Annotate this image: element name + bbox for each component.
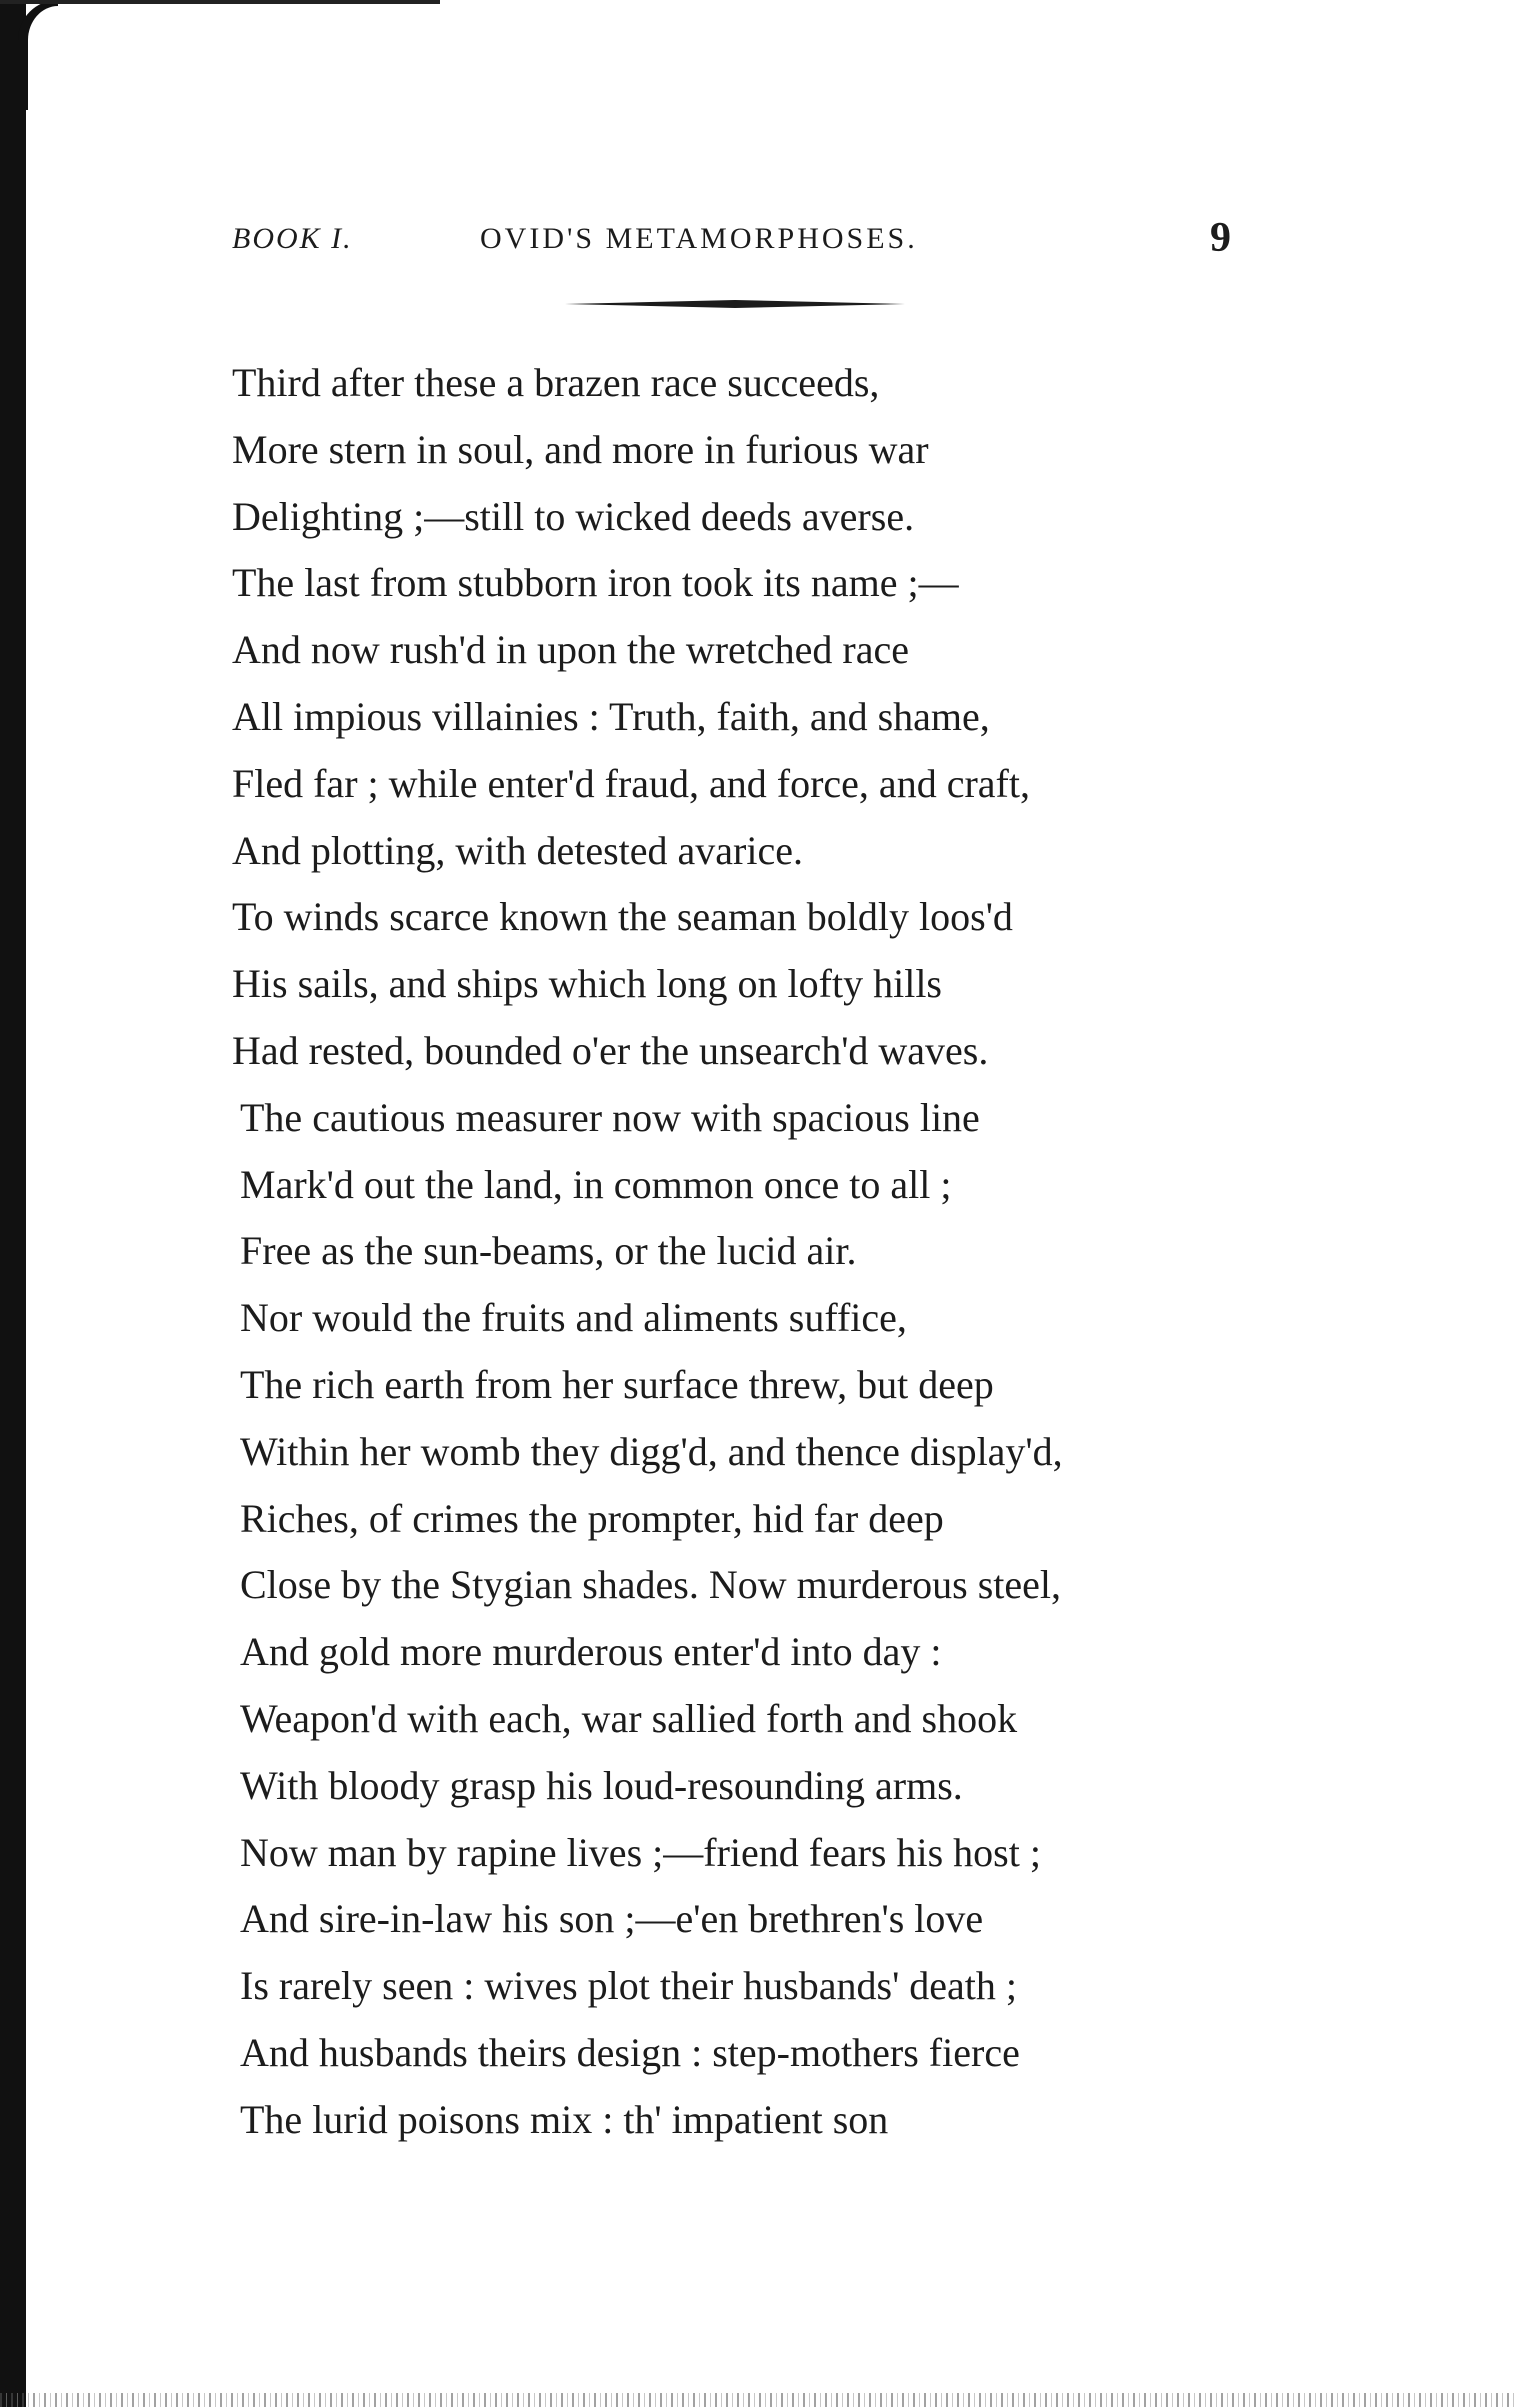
verse-block: [232, 350, 1063, 2154]
scan-edge-top: [0, 0, 440, 4]
verse-line: And plotting, with detested avarice.: [232, 827, 803, 873]
verse-line: Delighting ;—still to wicked deeds averse.: [232, 493, 915, 539]
verse-line: Close by the Stygian shades. Now murderous steel,: [240, 1562, 1061, 1608]
book-title: OVID'S METAMORPHOSES.: [480, 222, 918, 255]
verse-line: And now rush'd in upon the wretched race: [232, 627, 910, 673]
book-label: BOOK I.: [232, 222, 353, 255]
verse-line: All impious villainies : Truth, faith, and shame,: [232, 693, 990, 739]
verse-line: Weapon'd with each, war sallied forth and shook: [240, 1695, 1018, 1741]
scan-edge-bottom: [0, 2393, 1514, 2407]
running-head: [0, 212, 1514, 272]
verse-line: The cautious measurer now with spacious line: [240, 1094, 980, 1140]
verse-line: Free as the sun-beams, or the lucid air.: [240, 1228, 857, 1274]
verse-line: To winds scarce known the seaman boldly loos'd: [232, 894, 1013, 940]
verse-line: Riches, of crimes the prompter, hid far deep: [240, 1495, 944, 1541]
verse-line: Third after these a brazen race succeeds,: [232, 360, 880, 405]
verse-line: Had rested, bounded o'er the unsearch'd waves.: [232, 1027, 989, 1073]
scan-edge-curl: [18, 0, 58, 110]
verse-line: Is rarely seen : wives plot their husbands' death ;: [240, 1963, 1018, 2009]
page-number: 9: [1210, 215, 1231, 261]
verse-line: The rich earth from her surface threw, but deep: [240, 1361, 994, 1407]
verse-line: Mark'd out the land, in common once to all ;: [240, 1161, 952, 1207]
verse-line: Fled far ; while enter'd fraud, and force, and craft,: [232, 760, 1030, 806]
verse-line: With bloody grasp his loud-resounding arms.: [240, 1762, 963, 1808]
verse-line: The last from stubborn iron took its name ;—: [232, 560, 959, 606]
verse-line: The lurid poisons mix : th' impatient son: [240, 2096, 889, 2142]
verse-line: Within her womb they digg'd, and thence display'd,: [240, 1428, 1063, 1474]
scan-edge-left: [0, 0, 26, 2407]
verse-line: His sails, and ships which long on lofty hills: [232, 961, 942, 1007]
verse-line: And husbands theirs design : step-mothers fierce: [240, 2029, 1020, 2075]
verse-line: More stern in soul, and more in furious war: [232, 426, 929, 472]
verse-line: Now man by rapine lives ;—friend fears his host ;: [240, 1829, 1041, 1875]
verse-line: And gold more murderous enter'd into day :: [240, 1629, 942, 1675]
verse-line: Nor would the fruits and aliments suffice,: [240, 1295, 907, 1341]
verse-line: And sire-in-law his son ;—e'en brethren's love: [240, 1896, 984, 1942]
ornament-rule: [565, 300, 905, 308]
